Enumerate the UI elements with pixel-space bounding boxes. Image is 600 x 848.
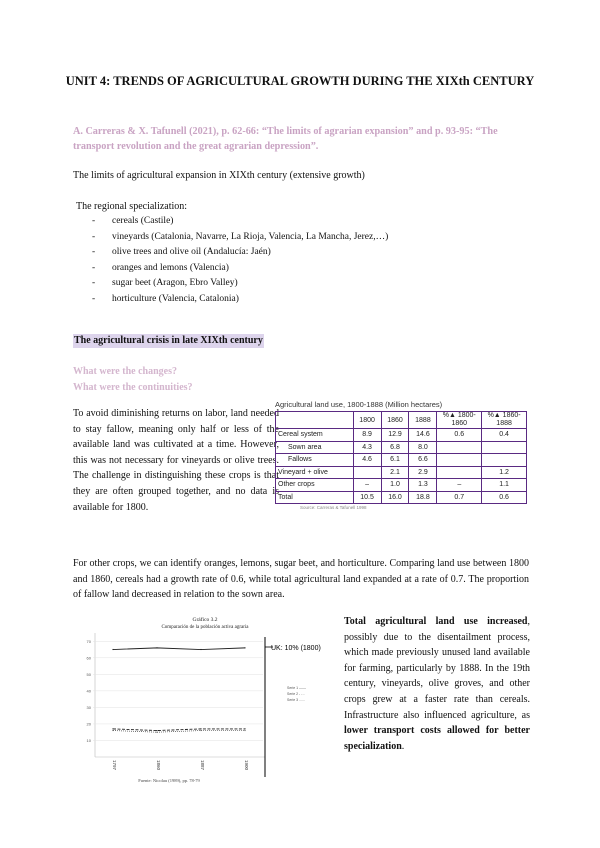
table-row <box>276 454 527 467</box>
table-cell: 12.9 <box>381 429 409 442</box>
y-tick-label: 50 <box>86 671 91 677</box>
table-cell <box>437 441 482 454</box>
y-tick-label: 40 <box>86 688 91 694</box>
table-cell: 1.0 <box>381 479 409 492</box>
other-crops-paragraph: For other crops, we can identify oranges, lemons, sugar beet, and horticulture. Comparing land use between 1800 and 1860, cereals had a growth rate of 0.6, while total agricultural land expanded at a rate of 0.7. The proportion of fallow land decreased in relation to the sown area. <box>73 558 529 601</box>
list-item: - cereals (Castile) <box>92 214 388 230</box>
table-cell <box>482 454 527 467</box>
table-caption: Agricultural land use, 1800-1888 (Million hectares) <box>275 400 443 409</box>
y-tick-label: 70 <box>86 638 91 644</box>
table-cell: 16.0 <box>381 491 409 504</box>
chart-subtitle: Comparación de la población activa agraria <box>161 625 249 630</box>
list-item: - oranges and lemons (Valencia) <box>92 261 388 277</box>
table-header-row <box>276 412 527 429</box>
table-cell: 6.6 <box>409 454 437 467</box>
y-tick-label: 20 <box>86 721 91 727</box>
list-item: - vineyards (Catalonia, Navarre, La Rioja, Valencia, La Mancha, Jerez,…) <box>92 230 388 246</box>
paragraph-text: , possibly due to the disentailment process, which made previously unused land available for farming, particularly by 1888. In the 19th century, vineyards, olive groves, and other crops grew at a faster rate than cereals. Infrastructure also influenced agriculture, as <box>344 616 530 721</box>
land-use-table <box>275 411 527 504</box>
table-cell: – <box>437 479 482 492</box>
x-tick-label: 1887 <box>200 759 205 771</box>
x-tick-label: 1900 <box>244 759 249 771</box>
x-tick-label: 1860 <box>156 759 161 771</box>
list-item: - olive trees and olive oil (Andalucía: Jaén) <box>92 245 388 261</box>
legend-entry: Serie 1 —— <box>287 686 307 690</box>
series-line <box>113 648 245 650</box>
table-header: 1888 <box>409 412 437 429</box>
labor-force-chart <box>73 611 335 786</box>
data-point <box>244 647 245 648</box>
table-row <box>276 479 527 492</box>
list-item: - horticulture (Valencia, Catalonia) <box>92 292 388 308</box>
table-cell: 1.1 <box>482 479 527 492</box>
y-tick-label: 60 <box>86 655 91 661</box>
table-header: 1800 <box>353 412 381 429</box>
table-cell <box>437 466 482 479</box>
table-cell: 0.6 <box>437 429 482 442</box>
reference-citation: A. Carreras & X. Tafunell (2021), p. 62-66: “The limits of agrarian expansion” and p. 93-95: “The transport revolution and the great agrarian depression”. <box>73 126 498 152</box>
land-use-table-block <box>275 400 527 510</box>
table-row <box>276 429 527 442</box>
question-continuities: What were the continuities? <box>73 382 193 393</box>
data-point <box>156 647 157 648</box>
table-cell: Total <box>276 491 354 504</box>
data-point <box>244 728 245 729</box>
data-point <box>156 732 157 733</box>
y-tick-label: 10 <box>86 737 91 743</box>
table-cell <box>482 441 527 454</box>
table-source: Source: Carreras & Tafunell 1998 <box>300 505 367 510</box>
data-point <box>156 730 157 731</box>
data-point <box>112 649 113 650</box>
series-line <box>113 731 245 733</box>
table-cell: 0.7 <box>437 491 482 504</box>
table-cell: 6.1 <box>381 454 409 467</box>
table-cell: 0.6 <box>482 491 527 504</box>
table-cell: 10.5 <box>353 491 381 504</box>
legend-entry: Serie 3 ...... <box>287 698 305 702</box>
paragraph-text: . <box>401 740 405 752</box>
chart-annotation: UK: 10% (1800) <box>271 645 321 652</box>
table-cell <box>353 466 381 479</box>
table-cell: 4.3 <box>353 441 381 454</box>
fallow-paragraph: To avoid diminishing returns on labor, land needed to stay fallow, meaning only half or less of the available land was cultivated at a time. However, this was not necessary for vineyards or olive trees. The challenge in distinguishing these crops is that they are often grouped together, and no data is available for 1800. <box>73 408 279 513</box>
chart-title: Gráfico 3.2 <box>192 617 218 623</box>
data-point <box>200 728 201 729</box>
bold-phrase: lower transport costs allowed for better specialization <box>344 725 530 752</box>
specialization-list <box>92 214 388 308</box>
table-header: %▲ 1800-1860 <box>437 412 482 429</box>
table-row <box>276 441 527 454</box>
table-cell: 1.3 <box>409 479 437 492</box>
table-header: %▲ 1860-1888 <box>482 412 527 429</box>
table-cell: Vineyard + olive <box>276 466 354 479</box>
bold-phrase: Total agricultural land use increased <box>344 616 528 627</box>
table-cell: Fallows <box>276 454 354 467</box>
table-cell: 8.9 <box>353 429 381 442</box>
chart-xlabel: Fuente: Nicolau (1989), pp. 78-79 <box>138 778 200 783</box>
table-header <box>276 412 354 429</box>
limits-line: The limits of agricultural expansion in XIXth century (extensive growth) <box>73 170 365 181</box>
data-point <box>200 730 201 731</box>
list-item: - sugar beet (Aragon, Ebro Valley) <box>92 276 388 292</box>
table-cell: 8.0 <box>409 441 437 454</box>
table-cell: 4.6 <box>353 454 381 467</box>
table-row <box>276 466 527 479</box>
table-cell: Sown area <box>276 441 354 454</box>
table-cell: Cereal system <box>276 429 354 442</box>
table-cell: 0.4 <box>482 429 527 442</box>
table-row <box>276 491 527 504</box>
y-tick-label: 30 <box>86 704 91 710</box>
table-header: 1860 <box>381 412 409 429</box>
table-cell: Other crops <box>276 479 354 492</box>
table-cell: 14.6 <box>409 429 437 442</box>
data-point <box>200 649 201 650</box>
data-point <box>112 730 113 731</box>
specialization-heading: The regional specialization: <box>76 201 188 212</box>
question-changes: What were the changes? <box>73 366 177 377</box>
page-title: UNIT 4: TRENDS OF AGRICULTURAL GROWTH DURING THE XIXth CENTURY <box>65 74 535 88</box>
table-cell <box>437 454 482 467</box>
legend-entry: Serie 2 - - - <box>287 692 305 696</box>
table-cell: 18.8 <box>409 491 437 504</box>
table-cell: 6.8 <box>381 441 409 454</box>
data-point <box>244 730 245 731</box>
table-cell: – <box>353 479 381 492</box>
section-heading: The agricultural crisis in late XIXth century <box>74 335 263 346</box>
table-cell: 1.2 <box>482 466 527 479</box>
data-point <box>112 728 113 729</box>
table-cell: 2.9 <box>409 466 437 479</box>
x-tick-label: 1797 <box>112 759 117 771</box>
table-cell: 2.1 <box>381 466 409 479</box>
land-use-increase-paragraph <box>344 614 530 754</box>
